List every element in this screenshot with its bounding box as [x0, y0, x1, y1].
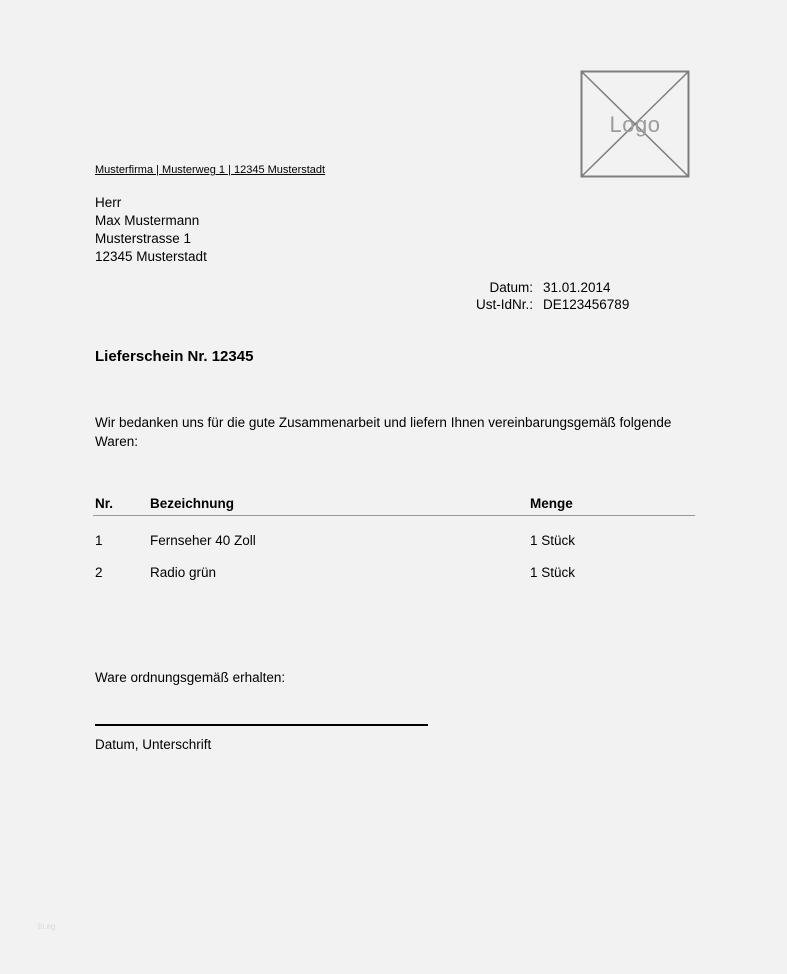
signature-label: Datum, Unterschrift	[95, 737, 212, 752]
item-quantity: 1 Stück	[530, 533, 576, 548]
vat-row	[448, 296, 629, 313]
vat-id-value: DE123456789	[543, 297, 630, 312]
header-nr: Nr.	[95, 496, 114, 511]
items-table-header	[93, 496, 695, 516]
item-description: Radio grün	[150, 565, 217, 580]
date-value: 31.01.2014	[543, 280, 611, 295]
document-meta-block	[448, 279, 629, 313]
page-title: Lieferschein Nr. 12345	[95, 348, 254, 365]
recipient-name: Max Mustermann	[95, 213, 200, 228]
table-row	[93, 565, 695, 580]
table-row	[93, 533, 695, 548]
recipient-street: Musterstrasse 1	[95, 231, 192, 246]
recipient-salutation: Herr	[95, 195, 122, 210]
logo-placeholder	[580, 70, 690, 178]
logo-label: Logo	[609, 112, 661, 137]
header-quantity: Menge	[530, 496, 573, 511]
item-description: Fernseher 40 Zoll	[150, 533, 256, 548]
item-nr: 2	[95, 565, 103, 580]
recipient-city: 12345 Musterstadt	[95, 249, 207, 264]
item-nr: 1	[95, 533, 103, 548]
watermark-text: bi.eg	[38, 922, 56, 931]
signature-line	[95, 710, 428, 726]
items-table	[93, 496, 695, 580]
item-quantity: 1 Stück	[530, 565, 576, 580]
recipient-address-block	[95, 194, 207, 266]
receipt-confirmation-text: Ware ordnungsgemäß erhalten:	[95, 670, 286, 685]
vat-id-label: Ust-IdNr.:	[475, 297, 533, 312]
date-row	[448, 279, 629, 296]
sender-address-line: Musterfirma | Musterweg 1 | 12345 Musterstadt	[95, 164, 326, 176]
header-description: Bezeichnung	[150, 496, 235, 511]
date-label: Datum:	[489, 280, 533, 295]
intro-paragraph: Wir bedanken uns für die gute Zusammenarbeit und liefern Ihnen vereinbarungsgemäß folgende Waren:	[95, 415, 672, 449]
